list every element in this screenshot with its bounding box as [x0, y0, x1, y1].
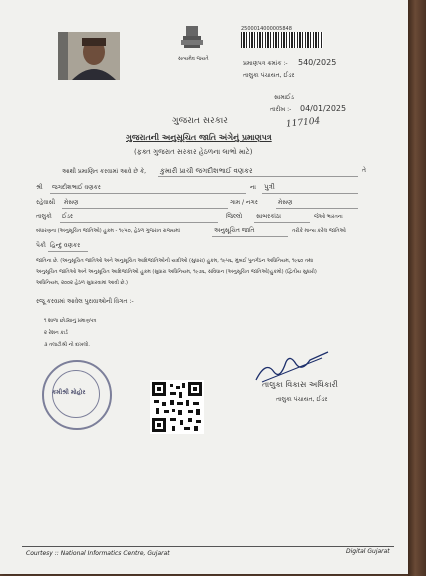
- courtesy-text: Courtesy :: National Informatics Centre, Gujarat: [26, 550, 170, 557]
- divider: [62, 208, 228, 209]
- father-name: જગદીશભાઈ વણકર: [52, 184, 101, 191]
- certificate-title: ગુજરાતની અનુસૂચિત જાતિ અંગેનું પ્રમાણપત્ર: [126, 133, 272, 142]
- resident-label: રહેવાસી: [36, 199, 56, 206]
- document-item: ૨ રેશન કાર્ડ: [44, 330, 68, 336]
- caste-category: અનુસૂચિત જાતિ: [214, 227, 255, 234]
- date-label: તારીખ :-: [270, 106, 292, 113]
- te-text: તે: [362, 167, 366, 174]
- caste-value: હિન્દુ વણકર: [50, 242, 81, 249]
- taluka-value: ઈડર: [62, 213, 74, 220]
- applicant-photo: [58, 32, 120, 80]
- applicant-name: કુમારી પ્રાચી જગદીશભાઈ વણકર: [160, 167, 253, 175]
- divider: [60, 222, 218, 223]
- divider: [212, 236, 288, 237]
- district-value: સાબરકાંઠા: [256, 213, 281, 220]
- documents-title: રજૂ કરવામાં આવેલ પુરાવાઓની વિગત :-: [36, 298, 134, 305]
- barcode-number: 2500014000005848: [241, 26, 292, 32]
- signature: [252, 350, 332, 384]
- table-background: [408, 0, 426, 576]
- resident-value: મેસણ: [64, 199, 79, 206]
- taluka-label: તાલુકો: [36, 213, 52, 220]
- paragraph-line-3: અધિનિયમ, ૨૦૦૨ હેઠળ સુધારવામાં આવી છે.): [36, 280, 128, 286]
- document-item: ૩ તલાટીશ્રી નો દાખલો.: [44, 342, 90, 348]
- divider: [262, 193, 358, 194]
- signatory-title: તાલુકા વિકાસ અધિકારી: [262, 380, 338, 389]
- state-text: જેઓ ભારતના: [314, 214, 343, 220]
- certificate-no-label: પ્રમાણપત્ર ક્રમાંક :-: [243, 60, 288, 67]
- emblem-caption: સત્યમેવ જયતે: [178, 56, 209, 62]
- paragraph-line-1: જાતિના છે. (અનુસૂચિત જાતિઓ અને અનુસૂચિત આદિજાતિઓની યાદીઓ (સુધારા) હુકમ, ૧૯૫૬, મુંબઈ પુનર્ગઠન અધિનિયમ, ૧૯૬૦ તથા: [36, 258, 314, 264]
- divider: [50, 193, 246, 194]
- village-label: ગામ / નગર: [230, 199, 258, 206]
- constitution-text: બંધારણના (અનુસૂચિત જાતિઓ) હુકમ - ૧૯૫૦, હેઠળ ગુજરાત રાજ્યમાં: [36, 228, 180, 234]
- divider: [158, 176, 358, 177]
- qr-code: [150, 380, 204, 434]
- divider: [48, 251, 88, 252]
- relation-value: પુત્રી: [264, 183, 275, 191]
- divider: [276, 208, 358, 209]
- relation-label: ના: [250, 184, 256, 191]
- paragraph-line-2: અનુસૂચિત જાતિઓ અને અનુસૂચિત આદિજાતિઓ હુકમ (સુધારા અધિનિયમ, ૧૯૭૬, સંવિધાન (અનુસૂચિત જાતિઓ)હુકમો) (દ્વિતીય સુધારો): [36, 269, 317, 275]
- issuer-office-top: તાલુકા પંચાયત, ઈડર: [243, 72, 295, 79]
- barcode: [241, 32, 323, 48]
- father-prefix: શ્રી: [36, 184, 43, 191]
- date-value: 04/01/2025: [300, 104, 347, 113]
- certificate-subtitle: (ફક્ત ગુજરાત સરકાર હેઠળના લાભો માટે): [134, 148, 253, 156]
- footer-divider: [22, 546, 394, 547]
- handwritten-number: 117104: [285, 116, 321, 130]
- recognized-text: તરીકે માન્ય કરેલ જાતિઓ: [292, 228, 346, 234]
- intro-text: આથી પ્રમાણિત કરવામાં આવે છે કે,: [62, 168, 147, 175]
- seal-text: કમીશ્રી મોહોર: [52, 389, 86, 396]
- serial-label: સામાઈડ: [274, 94, 294, 101]
- caste-label: પૈકી: [36, 242, 46, 249]
- brand-text: Digital Gujarat: [346, 548, 390, 555]
- office-seal: [42, 360, 112, 430]
- divider: [254, 222, 310, 223]
- document-item: ૧ શાળા છોડ્યાનું પ્રમાણપત્ર: [44, 318, 97, 324]
- village-value: મેસણ: [278, 199, 293, 206]
- signatory-office: તાલુકા પંચાયત, ઈડર: [276, 396, 328, 403]
- certificate-no-value: 540/2025: [298, 58, 337, 67]
- government-heading: ગુજરાત સરકાર: [172, 116, 228, 126]
- district-label: જિલ્લો: [226, 213, 243, 220]
